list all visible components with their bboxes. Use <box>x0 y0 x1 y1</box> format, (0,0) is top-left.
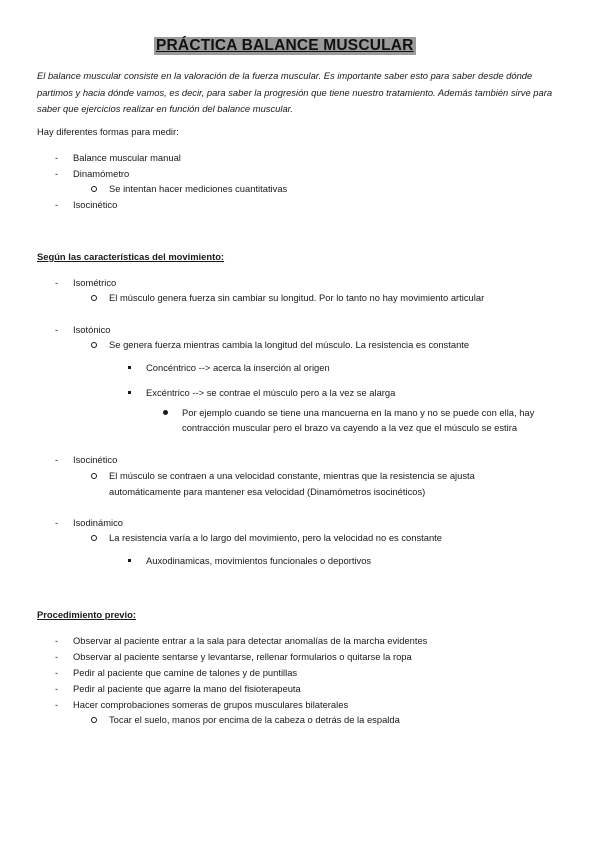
dash-bullet: - <box>55 152 59 163</box>
list-item: Isodinámico <box>73 517 124 528</box>
list-subitem: Tocar el suelo, manos por encima de la cabeza o detrás de la espalda <box>109 714 400 725</box>
list-item: Isotónico <box>73 324 111 335</box>
list-subitem: El músculo genera fuerza sin cambiar su longitud. Por lo tanto no hay movimiento articular <box>109 292 485 303</box>
list-item: Observar al paciente entrar a la sala para detectar anomalías de la marcha evidentes <box>73 635 428 646</box>
circle-bullet-icon <box>91 473 97 479</box>
intro-paragraph: El balance muscular consiste en la valoración de la fuerza muscular. Es importante saber esto para saber desde dónde partimos y hacia dónde vamos, es decir, para saber la progresión que tiene nuestro tratamiento. Además también sirve para saber que ejercicios realizar en función del balance muscular. <box>37 70 553 114</box>
list-item: Pedir al paciente que agarre la mano del fisioterapeuta <box>73 683 301 694</box>
section-heading-movement: Según las características del movimiento: <box>37 251 225 262</box>
list-item: Isocinético <box>73 454 118 465</box>
list-item: Hacer comprobaciones someras de grupos musculares bilaterales <box>73 699 349 710</box>
list-item: Dinamómetro <box>73 168 130 179</box>
dash-bullet: - <box>55 667 59 678</box>
dash-bullet: - <box>55 324 59 335</box>
dash-bullet: - <box>55 683 59 694</box>
circle-bullet-icon <box>91 342 97 348</box>
dash-bullet: - <box>55 651 59 662</box>
circle-bullet-icon <box>91 535 97 541</box>
list-subsubitem: Concéntrico --> acerca la inserción al origen <box>146 362 330 373</box>
square-bullet-icon <box>128 366 131 369</box>
list-subsubitem: Excéntrico --> se contrae el músculo pero a la vez se alarga <box>146 387 396 398</box>
list-subsubitem: Auxodinamicas, movimientos funcionales o deportivos <box>146 555 372 566</box>
list-subitem-cont: automáticamente para mantener esa velocidad (Dinamómetros isocinéticos) <box>109 486 426 497</box>
dash-bullet: - <box>55 454 59 465</box>
list-item: Pedir al paciente que camine de talones y de puntillas <box>73 667 298 678</box>
circle-bullet-icon <box>91 186 97 192</box>
list-subitem: La resistencia varía a lo largo del movimiento, pero la velocidad no es constante <box>109 532 443 543</box>
square-bullet-icon <box>128 391 131 394</box>
page-title: PRÁCTICA BALANCE MUSCULAR <box>156 37 414 54</box>
list-item: Isométrico <box>73 277 117 288</box>
list-subitem: El músculo se contraen a una velocidad constante, mientras que la resistencia se ajusta <box>109 470 475 481</box>
circle-bullet-icon <box>91 717 97 723</box>
square-bullet-icon <box>128 559 131 562</box>
list-subitem: Se genera fuerza mientras cambia la longitud del músculo. La resistencia es constante <box>109 339 470 350</box>
dash-bullet: - <box>55 277 59 288</box>
list-item: Isocinético <box>73 199 118 210</box>
list-subitem: Se intentan hacer mediciones cuantitativas <box>109 183 288 194</box>
dash-bullet: - <box>55 517 59 528</box>
list-item: Balance muscular manual <box>73 152 181 163</box>
example-line-1: Por ejemplo cuando se tiene una mancuerna en la mano y no se puede con ella, hay <box>182 407 535 418</box>
example-line-2: contracción muscular pero el brazo va cayendo a la vez que el músculo se estira <box>182 422 518 433</box>
dash-bullet: - <box>55 699 59 710</box>
section-heading-procedure: Procedimiento previo: <box>37 609 136 620</box>
dash-bullet: - <box>55 635 59 646</box>
list-item: Observar al paciente sentarse y levantarse, rellenar formularios o quitarse la ropa <box>73 651 412 662</box>
disc-bullet-icon <box>163 410 168 415</box>
circle-bullet-icon <box>91 295 97 301</box>
forms-lead: Hay diferentes formas para medir: <box>37 126 179 137</box>
dash-bullet: - <box>55 168 59 179</box>
dash-bullet: - <box>55 199 59 210</box>
